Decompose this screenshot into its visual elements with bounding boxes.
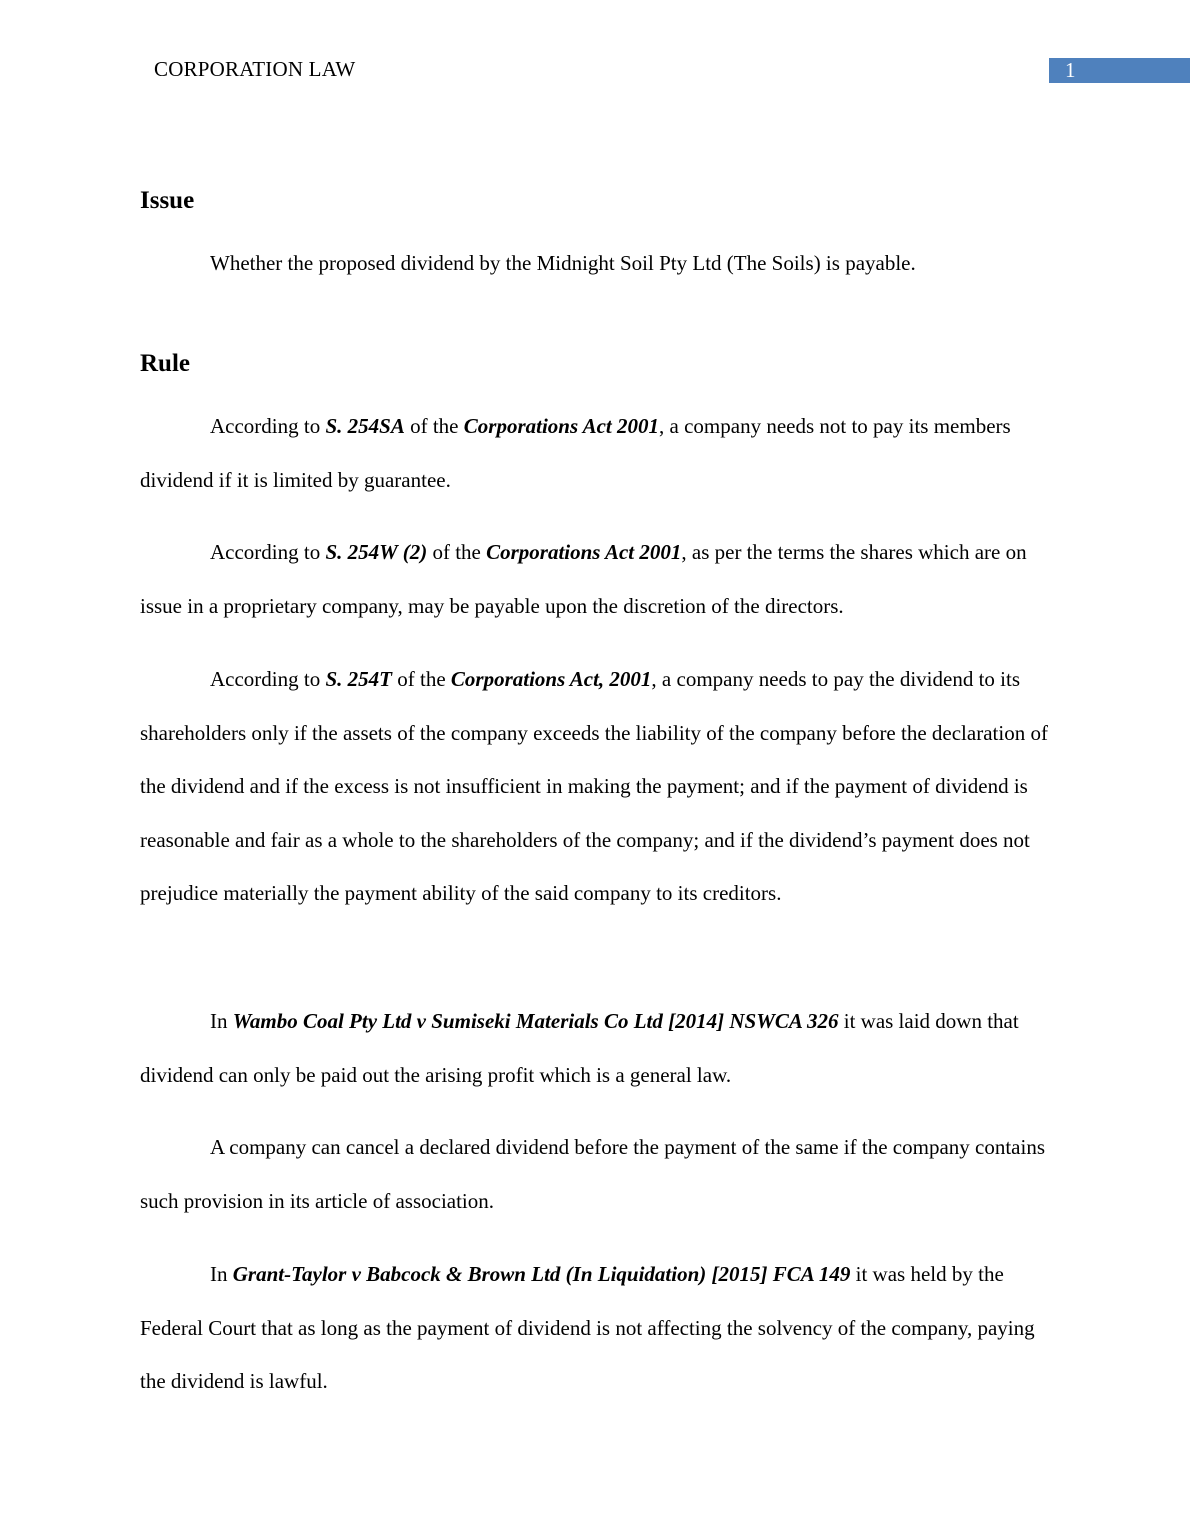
citation-act: Corporations Act, 2001 xyxy=(450,667,652,691)
citation-case: Wambo Coal Pty Ltd v Sumiseki Materials Co Ltd [2014] NSWCA 326 xyxy=(232,1009,839,1033)
citation-case: Grant-Taylor v Babcock & Brown Ltd (In Liquidation) [2015] FCA 149 xyxy=(232,1262,851,1286)
text-run: , as per the terms the shares which are on issue in a proprietary company, may be payable upon the discretion of the directors. xyxy=(140,540,1027,618)
citation-section: S. 254W (2) xyxy=(325,540,428,564)
citation-section: S. 254SA xyxy=(325,414,405,438)
issue-heading: Issue xyxy=(140,187,195,214)
text-run: In xyxy=(210,1262,233,1286)
citation-act: Corporations Act 2001 xyxy=(463,414,660,438)
text-run: of the xyxy=(427,540,487,564)
rule-paragraph-4 xyxy=(140,995,1055,1102)
text-run: , a company needs to pay the dividend to its shareholders only if the assets of the company exceeds the liability of the company before the declaration of the dividend and if the excess is not insufficient in making the payment; and if the payment of dividend is reasonable and fair as a whole to the shareholders of the company; and if the dividend’s payment does not prejudice materially the payment ability of the said company to its creditors. xyxy=(140,667,1048,905)
text-run: According to xyxy=(210,667,326,691)
running-head: CORPORATION LAW xyxy=(154,57,356,81)
rule-paragraph-1 xyxy=(140,400,1055,507)
issue-paragraph: Whether the proposed dividend by the Midnight Soil Pty Ltd (The Soils) is payable. xyxy=(210,251,916,275)
text-run: of the xyxy=(392,667,451,691)
page-number: 1 xyxy=(1065,58,1076,82)
text-run: of the xyxy=(404,414,464,438)
text-run: , a company needs not to pay its members dividend if it is limited by guarantee. xyxy=(140,414,1011,492)
rule-paragraph-3 xyxy=(140,653,1055,921)
text-run: it was held by the Federal Court that as long as the payment of dividend is not affecting the solvency of the company, paying the dividend is lawful. xyxy=(140,1262,1035,1393)
rule-paragraph-5: A company can cancel a declared dividend before the payment of the same if the company contains such provision in its article of association. xyxy=(140,1135,1045,1213)
text-run: In xyxy=(210,1009,233,1033)
text-run: it was laid down that dividend can only be paid out the arising profit which is a general law. xyxy=(140,1009,1019,1087)
citation-section: S. 254T xyxy=(325,667,392,691)
text-run: According to xyxy=(210,414,326,438)
rule-paragraph-2 xyxy=(140,526,1055,633)
rule-heading: Rule xyxy=(140,350,190,377)
rule-paragraph-6 xyxy=(140,1248,1055,1409)
page-number-bar xyxy=(1049,58,1190,83)
citation-act: Corporations Act 2001 xyxy=(486,540,682,564)
text-run: According to xyxy=(210,540,326,564)
